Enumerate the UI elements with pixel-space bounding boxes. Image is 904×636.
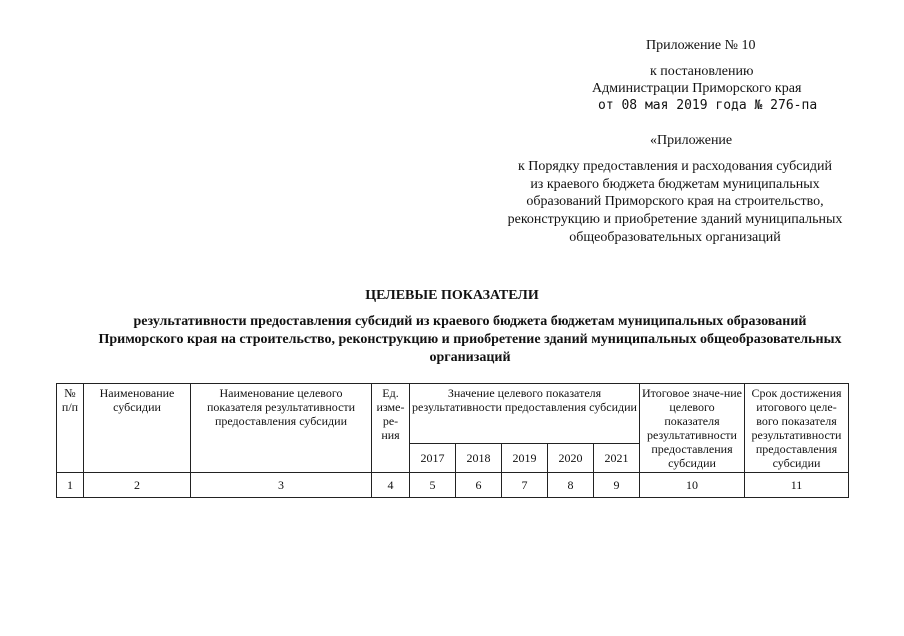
resolution-date: от 08 мая 2019 года № 276-па	[598, 98, 818, 113]
column-number-cell: 11	[745, 473, 849, 498]
column-number-cell: 8	[548, 473, 594, 498]
year-header: 2019	[502, 444, 548, 473]
column-header-number: № п/п	[57, 384, 84, 473]
indicators-table	[56, 383, 849, 498]
document-title: ЦЕЛЕВЫЕ ПОКАЗАТЕЛИ	[365, 288, 539, 303]
to-resolution: к постановлению	[650, 64, 754, 79]
table-column-numbers-row	[57, 473, 849, 498]
administration-name: Администрации Приморского края	[592, 81, 802, 96]
column-number-cell: 1	[57, 473, 84, 498]
column-header-unit: Ед. изме-ре-ния	[372, 384, 410, 473]
column-number-cell: 2	[84, 473, 191, 498]
column-number-cell: 3	[191, 473, 372, 498]
column-number-cell: 4	[372, 473, 410, 498]
sub-appendix-line: реконструкцию и приобретение зданий муниципальных	[507, 212, 843, 227]
column-number-cell: 6	[456, 473, 502, 498]
column-number-cell: 9	[594, 473, 640, 498]
column-header-deadline: Срок достижения итогового целе-вого показателя результативности предоставления субсидии	[745, 384, 849, 473]
column-number-cell: 10	[640, 473, 745, 498]
appendix-number: Приложение № 10	[646, 38, 756, 53]
table-header-row	[57, 384, 849, 444]
column-header-indicator-name: Наименование целевого показателя результативности предоставления субсидии	[191, 384, 372, 473]
sub-appendix-line: к Порядку предоставления и расходования субсидий	[517, 159, 833, 174]
column-number-cell: 7	[502, 473, 548, 498]
document-subtitle-line: организаций	[429, 350, 511, 365]
year-header: 2017	[410, 444, 456, 473]
year-header: 2018	[456, 444, 502, 473]
sub-appendix-line: образований Приморского края на строительство,	[526, 194, 824, 209]
sub-appendix-line: общеобразовательных организаций	[569, 230, 781, 245]
column-header-final-value: Итоговое значе-ние целевого показателя результативности предоставления субсидии	[640, 384, 745, 473]
year-header: 2020	[548, 444, 594, 473]
sub-appendix-label: «Приложение	[650, 133, 733, 148]
sub-appendix-line: из краевого бюджета бюджетам муниципальных	[530, 177, 820, 192]
column-header-indicator-values: Значение целевого показателя результативности предоставления субсидии	[410, 384, 640, 444]
column-number-cell: 5	[410, 473, 456, 498]
document-subtitle-line: результативности предоставления субсидий из краевого бюджета бюджетам муниципальных образований	[133, 314, 807, 329]
column-header-subsidy-name: Наименование субсидии	[84, 384, 191, 473]
document-subtitle-line: Приморского края на строительство, реконструкцию и приобретение зданий муниципальных общеобразовательных	[98, 332, 842, 347]
year-header: 2021	[594, 444, 640, 473]
